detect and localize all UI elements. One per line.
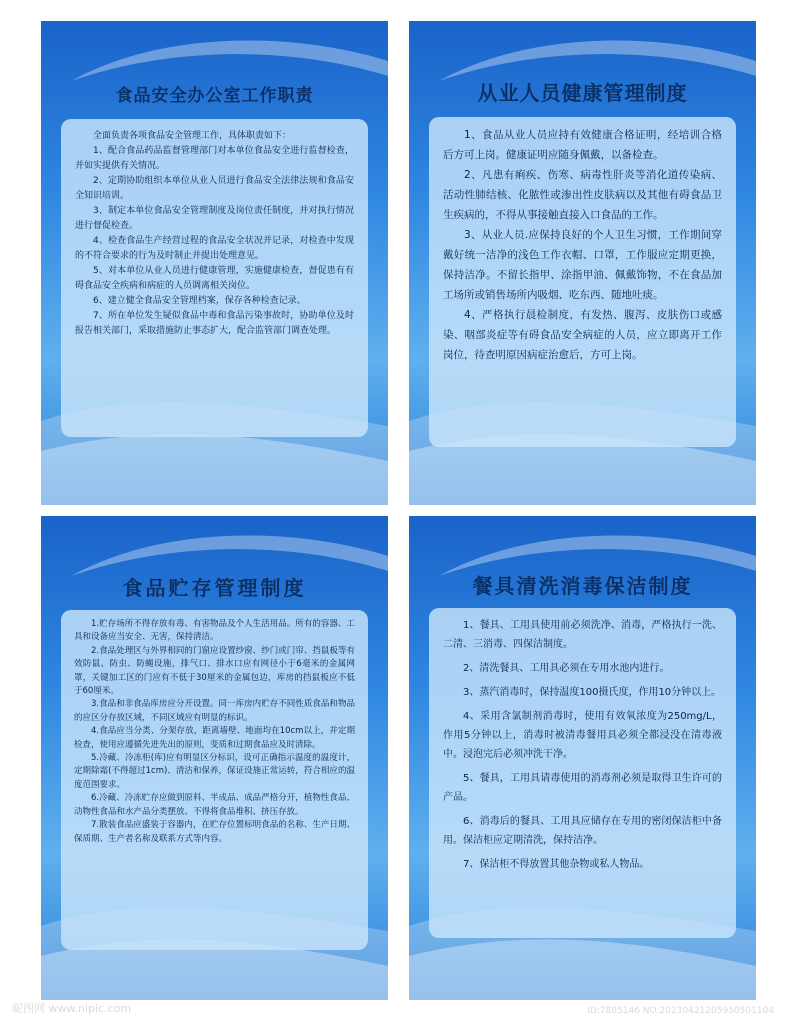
content-panel [61, 119, 368, 437]
paragraph: 7.散装食品应盛装于容器内，在贮存位置标明食品的名称、生产日期、保质期、生产者名称及联系方式等内容。 [74, 820, 355, 844]
paragraph: 2、清洗餐具、工用具必须在专用水池内进行。 [463, 663, 670, 674]
paragraph: 4、检查食品生产经营过程的食品安全状况并记录，对检查中发现的不符合要求的行为及时制止并提出处理意见。 [75, 236, 354, 261]
paragraph: 2.食品处理区与外界相同的门窗应设置纱窗、纱门或门帘、挡鼠板等有效防鼠、防虫、防蝇设施，排气口、排水口应有网径小于6毫米的金属网罩，关键加工区的门应有不低于30厘米的金属包边，库房的挡鼠板应不低于60厘米。 [74, 645, 355, 697]
board-title: 餐具清洗消毒保洁制度 [472, 574, 693, 598]
board-food-safety-office-duties [41, 21, 388, 505]
content-panel [61, 610, 368, 950]
board-tableware-cleaning-disinfection [409, 516, 756, 1000]
paragraph: 6、建立健全食品安全管理档案，保存各种检查记录。 [93, 296, 306, 306]
paragraph: 7、保洁柜不得放置其他杂物或私人物品。 [463, 859, 650, 870]
content-panel [429, 117, 736, 447]
paragraph: 全面负责各项食品安全管理工作，具体职责如下： [93, 131, 292, 141]
board-staff-health-management [409, 21, 756, 505]
paragraph: 1、餐具、工用具使用前必须洗净、消毒，严格执行一洗、二清、三消毒、四保洁制度。 [443, 620, 722, 650]
paragraph: 3、从业人员.应保持良好的个人卫生习惯，工作期间穿戴好统一洁净的浅色工作衣帽、口罩，工作服应定期更换，保持洁净。不留长指甲、涂指甲油、佩戴饰物，不在食品加工场所或销售场所内吸烟、吃东西、随地吐痰。 [443, 229, 722, 301]
paragraph: 6.冷藏、冷冻贮存应做到原料、半成品、成品严格分开，植物性食品、动物性食品和水产品分类摆放。不得将食品堆积、挤压存放。 [74, 793, 355, 817]
paragraph: 3、蒸汽消毒时，保持温度100摄氏度，作用10分钟以上。 [463, 687, 722, 698]
paragraph: 2、定期协助组织本单位从业人员进行食品安全法律法规和食品安全知识培训。 [75, 176, 354, 201]
watermark-site: 昵图网 www.nipic.com [12, 1002, 132, 1015]
board-title: 从业人员健康管理制度 [477, 81, 688, 105]
paragraph: 4.食品应当分类、分架存放，距离墙壁、地面均在10cm以上，并定期检查，使用应遵循先进先出的原则，变质和过期食品应及时清除。 [74, 726, 355, 750]
paragraph: 1、食品从业人员应持有效健康合格证明，经培训合格后方可上岗。健康证明应随身佩戴，以备检查。 [443, 129, 722, 161]
content-panel [429, 608, 736, 938]
paragraph: 6、消毒后的餐具、工用具应储存在专用的密闭保洁柜中备用。保洁柜应定期清洗，保持洁净。 [443, 816, 722, 846]
board-food-storage-management [41, 516, 388, 1000]
paragraph: 7、所在单位发生疑似食品中毒和食品污染事故时，协助单位及时报告相关部门，采取措施防止事态扩大，配合监管部门调查处理。 [75, 311, 354, 336]
paragraph: 2、凡患有痢疾、伤寒、病毒性肝炎等消化道传染病、活动性肺结核、化脓性或渗出性皮肤病以及其他有碍食品卫生疾病的，不得从事接触直接入口食品的工作。 [443, 169, 722, 221]
board-title: 食品贮存管理制度 [122, 576, 307, 600]
paragraph: 1.贮存场所不得存放有毒、有害物品及个人生活用品。所有的容器、工具和设备应当安全、无害，保持清洁。 [74, 619, 355, 643]
paragraph: 3.食品和非食品库房应分开设置。同一库房内贮存不同性质食品和物品的应区分存放区域，不同区域应有明显的标识。 [74, 699, 355, 723]
watermark-id: ID:7805146 NO:20230421205950501104 [587, 1006, 774, 1016]
paragraph: 5、对本单位从业人员进行健康管理，实施健康检查，督促患有有碍食品安全疾病和病症的人员调离相关岗位。 [75, 266, 354, 291]
paragraph: 1、配合食品药品监督管理部门对本单位食品安全进行监督检查，并如实提供有关情况。 [75, 146, 354, 171]
paragraph: 5.冷藏、冷冻柜(库)应有明显区分标识，设可正确指示温度的温度计，定期除霜(不得超过1cm)、清洁和保养，保证设施正常运转，符合相应的温度范围要求。 [74, 753, 355, 790]
paragraph: 4、严格执行晨检制度，有发热、腹泻、皮肤伤口或感染、咽部炎症等有碍食品安全病症的人员，应立即离开工作岗位，待查明原因病症治愈后，方可上岗。 [443, 309, 722, 361]
board-title: 食品安全办公室工作职责 [115, 86, 314, 106]
paragraph: 4、采用含氯制剂消毒时，使用有效氧浓度为250mg/L，作用5分钟以上，消毒时被清毒餐用具必须全都浸没在清毒液中。浸泡完后必须冲洗干净。 [443, 711, 722, 760]
paragraph: 3、制定本单位食品安全管理制度及岗位责任制度，并对执行情况进行督促检查。 [75, 206, 354, 231]
paragraph: 5、餐具，工用具请毒使用的消毒剂必须是取得卫生许可的产品。 [443, 773, 722, 803]
